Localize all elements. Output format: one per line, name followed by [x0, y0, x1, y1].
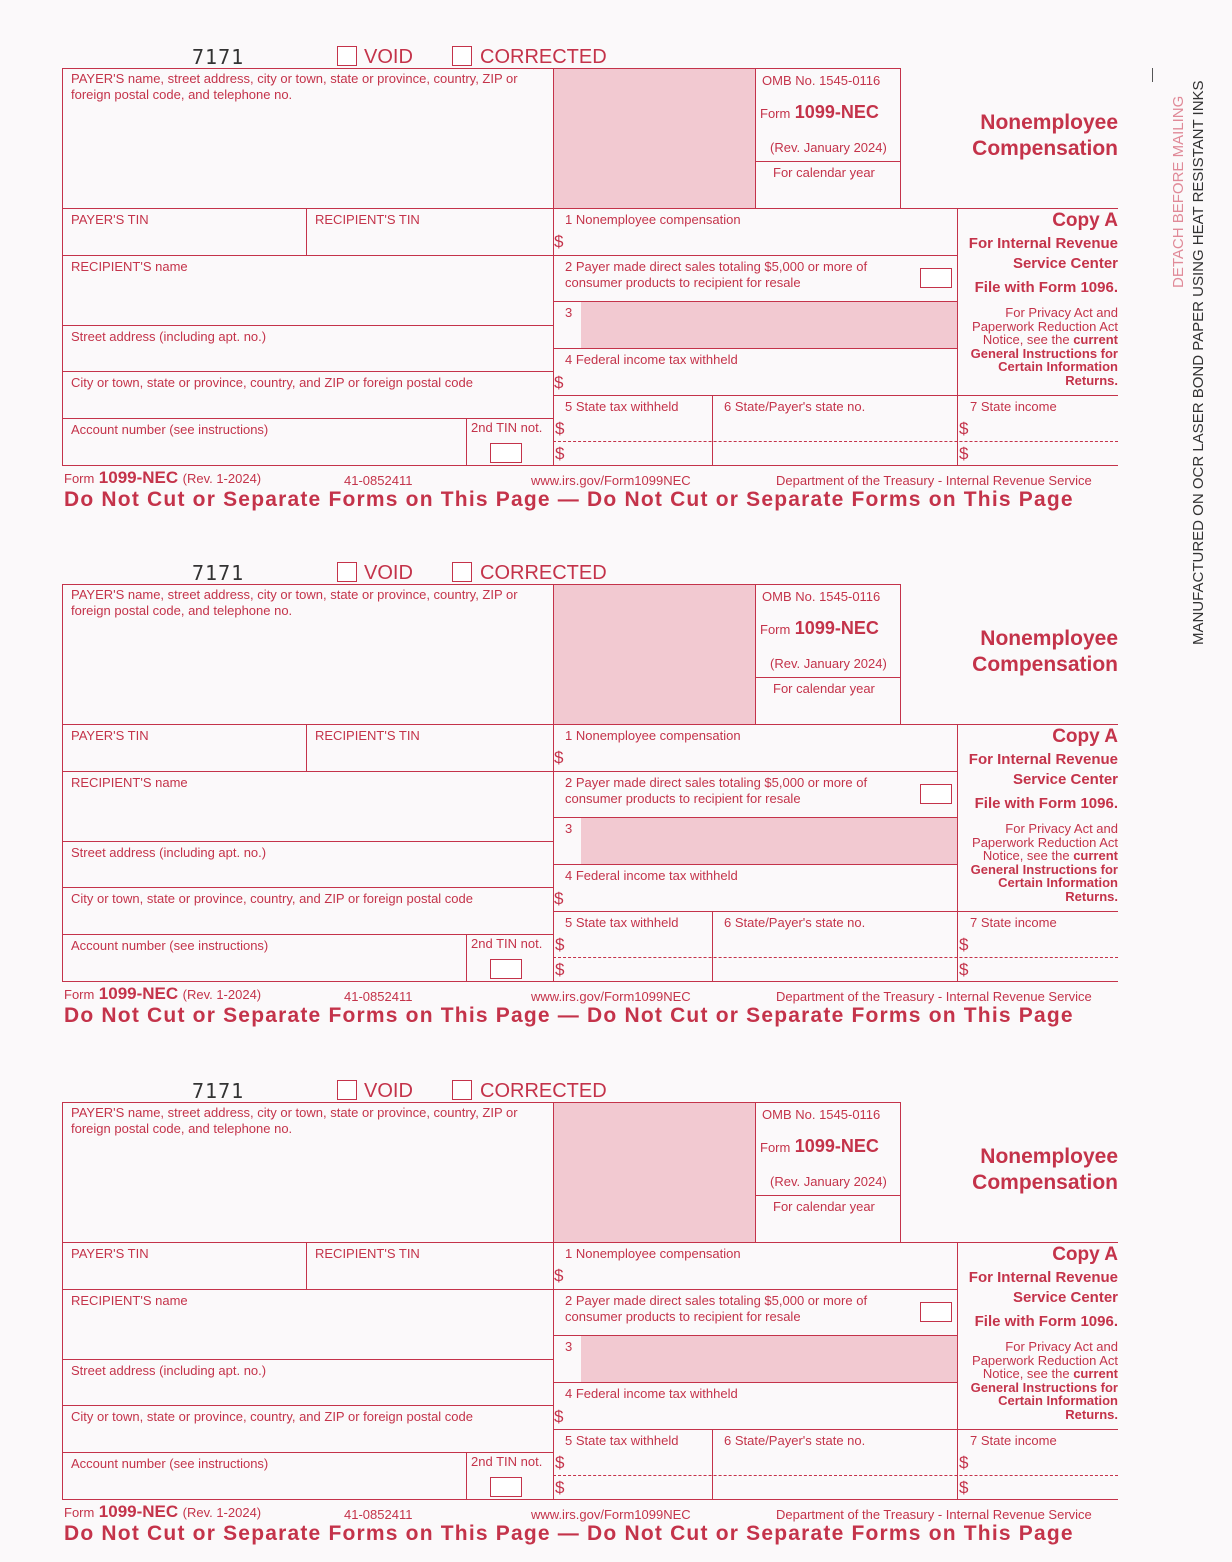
tin-not-divider: [466, 418, 467, 465]
row-box5: [553, 1429, 1118, 1430]
state-dash: [553, 1475, 1118, 1476]
box6-label: 6 State/Payer's state no.: [724, 399, 866, 414]
frame-bottom: [62, 981, 1118, 982]
box4-label: 4 Federal income tax withheld: [565, 1386, 738, 1401]
box1-dollar: $: [554, 232, 564, 251]
street-address-label: Street address (including apt. no.): [71, 329, 267, 344]
box1-label: 1 Nonemployee compensation: [565, 728, 741, 743]
do-not-cut-warning: Do Not Cut or Separate Forms on This Page — Do Not Cut or Separate Forms on This Page: [64, 1522, 1074, 1545]
street-address-label: Street address (including apt. no.): [71, 1363, 267, 1378]
row-name: [62, 1289, 553, 1290]
box3-label: 3: [565, 821, 573, 836]
frame-top: [62, 584, 900, 585]
footer-form-id: Form 1099-NEC (Rev. 1-2024): [64, 1502, 262, 1521]
box5-label: 5 State tax withheld: [565, 399, 679, 414]
state-dash: [553, 957, 1118, 958]
box2-checkbox[interactable]: [920, 784, 952, 804]
manufactured-note: MANUFACTURED ON OCR LASER BOND PAPER USING HEAT RESISTANT INKS: [1190, 80, 1207, 645]
form-title: Form 1099-NEC: [760, 102, 879, 122]
box6-label: 6 State/Payer's state no.: [724, 915, 866, 930]
form-number: 7171: [192, 1079, 245, 1103]
box7-dollar-2: $: [959, 960, 969, 979]
omb-right: [900, 1102, 901, 1242]
omb-divider: [755, 677, 900, 678]
box7-dollar-1: $: [959, 1453, 969, 1472]
omb-right: [900, 68, 901, 208]
row-box4: [553, 864, 958, 865]
corrected-label: CORRECTED: [480, 562, 607, 584]
city-label: City or town, state or province, country, and ZIP or foreign postal code: [71, 891, 473, 906]
irs-center: For Internal Revenue Service Center: [968, 235, 1118, 272]
payer-shaded-area: [553, 1102, 755, 1242]
city-label: City or town, state or province, country, and ZIP or foreign postal code: [71, 1409, 473, 1424]
account-label: Account number (see instructions): [71, 1456, 269, 1471]
tin-not-checkbox[interactable]: [490, 443, 522, 463]
footer-form-id: Form 1099-NEC (Rev. 1-2024): [64, 468, 262, 487]
revision: (Rev. January 2024): [770, 1174, 887, 1189]
tin-divider: [306, 208, 307, 255]
row-account: [62, 1452, 553, 1453]
file-with-1096: File with Form 1096.: [974, 795, 1118, 812]
row-account: [62, 418, 553, 419]
frame-bottom: [62, 465, 1118, 466]
copy-a-label: Copy A: [1052, 726, 1118, 747]
box5-dollar-2: $: [555, 1478, 565, 1497]
box1-dollar: $: [554, 748, 564, 767]
footer-department: Department of the Treasury - Internal Revenue Service: [776, 989, 1092, 1004]
payer-name-label: PAYER'S name, street address, city or town, state or province, country, ZIP or foreign postal code, and telephone no.: [71, 71, 518, 102]
row-street: [62, 325, 553, 326]
row-box2: [553, 1289, 958, 1290]
do-not-cut-warning: Do Not Cut or Separate Forms on This Page — Do Not Cut or Separate Forms on This Page: [64, 1004, 1074, 1027]
void-checkbox[interactable]: [337, 562, 357, 582]
tin-not-label: 2nd TIN not.: [471, 1454, 543, 1469]
void-label: VOID: [364, 46, 413, 68]
box2-checkbox[interactable]: [920, 268, 952, 288]
void-label: VOID: [364, 1080, 413, 1102]
calendar-year: For calendar year: [773, 165, 875, 180]
tin-not-checkbox[interactable]: [490, 959, 522, 979]
row-city: [62, 887, 553, 888]
tin-not-label: 2nd TIN not.: [471, 936, 543, 951]
row-box3: [553, 301, 958, 302]
box5-label: 5 State tax withheld: [565, 915, 679, 930]
frame-left: [62, 68, 63, 465]
box7-dollar-1: $: [959, 935, 969, 954]
omb-divider: [755, 161, 900, 162]
omb-left: [755, 1102, 756, 1242]
omb-divider: [755, 1195, 900, 1196]
box2-label: 2 Payer made direct sales totaling $5,000 or more of consumer products to recipient for resale: [565, 775, 868, 806]
footer-url: www.irs.gov/Form1099NEC: [531, 473, 691, 488]
box3-label: 3: [565, 305, 573, 320]
form-title-nonemployee: Nonemployee Compensation: [972, 1145, 1118, 1194]
box4-dollar: $: [554, 373, 564, 392]
payer-name-label: PAYER'S name, street address, city or town, state or province, country, ZIP or foreign postal code, and telephone no.: [71, 1105, 518, 1136]
box4-dollar: $: [554, 889, 564, 908]
row-tin: [62, 1242, 1118, 1243]
payer-divider: [553, 1102, 554, 1499]
box3-shaded-area: [581, 817, 957, 864]
box1-label: 1 Nonemployee compensation: [565, 212, 741, 227]
frame-top: [62, 1102, 900, 1103]
row-box4: [553, 1382, 958, 1383]
revision: (Rev. January 2024): [770, 656, 887, 671]
box5-dollar-1: $: [555, 1453, 565, 1472]
void-checkbox[interactable]: [337, 46, 357, 66]
box7-label: 7 State income: [970, 1433, 1057, 1448]
corrected-label: CORRECTED: [480, 46, 607, 68]
recipient-name-label: RECIPIENT'S name: [71, 259, 188, 274]
omb-right: [900, 584, 901, 724]
omb-number: OMB No. 1545-0116: [762, 589, 881, 604]
footer-cat-number: 41-0852411: [344, 1507, 413, 1522]
recipient-name-label: RECIPIENT'S name: [71, 1293, 188, 1308]
box5-dollar-2: $: [555, 444, 565, 463]
privacy-notice: For Privacy Act and Paperwork Reduction Act Notice, see the current General Instructions for Certain Information Returns.: [970, 1339, 1118, 1422]
form-number: 7171: [192, 561, 245, 585]
copy-a-label: Copy A: [1052, 1244, 1118, 1265]
box2-label: 2 Payer made direct sales totaling $5,000 or more of consumer products to recipient for resale: [565, 1293, 868, 1324]
box2-label: 2 Payer made direct sales totaling $5,000 or more of consumer products to recipient for resale: [565, 259, 868, 290]
footer-form-id: Form 1099-NEC (Rev. 1-2024): [64, 984, 262, 1003]
row-box2: [553, 255, 958, 256]
box5-dollar-1: $: [555, 935, 565, 954]
frame-left: [62, 1102, 63, 1499]
row-city: [62, 371, 553, 372]
box3-shaded-area: [581, 1335, 957, 1382]
payer-divider: [553, 584, 554, 981]
recipient-name-label: RECIPIENT'S name: [71, 775, 188, 790]
state-dash: [553, 441, 1118, 442]
frame-left: [62, 584, 63, 981]
recipient-tin-label: RECIPIENT'S TIN: [315, 212, 420, 227]
corrected-checkbox[interactable]: [452, 1080, 472, 1100]
omb-number: OMB No. 1545-0116: [762, 1107, 881, 1122]
footer-cat-number: 41-0852411: [344, 989, 413, 1004]
footer-url: www.irs.gov/Form1099NEC: [531, 989, 691, 1004]
revision: (Rev. January 2024): [770, 140, 887, 155]
detach-tick: [1152, 68, 1153, 82]
file-with-1096: File with Form 1096.: [974, 279, 1118, 296]
footer-department: Department of the Treasury - Internal Revenue Service: [776, 1507, 1092, 1522]
box4-label: 4 Federal income tax withheld: [565, 352, 738, 367]
box4-label: 4 Federal income tax withheld: [565, 868, 738, 883]
frame-top: [62, 68, 900, 69]
corrected-label: CORRECTED: [480, 1080, 607, 1102]
payer-tin-label: PAYER'S TIN: [71, 728, 149, 743]
privacy-notice: For Privacy Act and Paperwork Reduction Act Notice, see the current General Instructions for Certain Information Returns.: [970, 821, 1118, 904]
calendar-year: For calendar year: [773, 681, 875, 696]
tin-not-checkbox[interactable]: [490, 1477, 522, 1497]
box4-dollar: $: [554, 1407, 564, 1426]
row-box3: [553, 817, 958, 818]
box3-shaded-area: [581, 301, 957, 348]
form-title-nonemployee: Nonemployee Compensation: [972, 111, 1118, 160]
payer-tin-label: PAYER'S TIN: [71, 1246, 149, 1261]
box5-label: 5 State tax withheld: [565, 1433, 679, 1448]
form-number: 7171: [192, 45, 245, 69]
row-tin: [62, 724, 1118, 725]
row-box3: [553, 1335, 958, 1336]
detach-note: DETACH BEFORE MAILING: [1170, 95, 1187, 288]
payer-name-label: PAYER'S name, street address, city or town, state or province, country, ZIP or foreign postal code, and telephone no.: [71, 587, 518, 618]
street-address-label: Street address (including apt. no.): [71, 845, 267, 860]
box7-dollar-2: $: [959, 444, 969, 463]
irs-center: For Internal Revenue Service Center: [968, 751, 1118, 788]
calendar-year: For calendar year: [773, 1199, 875, 1214]
void-checkbox[interactable]: [337, 1080, 357, 1100]
row-box5: [553, 911, 1118, 912]
payer-shaded-area: [553, 68, 755, 208]
tin-not-divider: [466, 934, 467, 981]
row-account: [62, 934, 553, 935]
box5-divider: [712, 911, 713, 981]
footer-url: www.irs.gov/Form1099NEC: [531, 1507, 691, 1522]
row-box5: [553, 395, 1118, 396]
payer-shaded-area: [553, 584, 755, 724]
box5-divider: [712, 395, 713, 465]
tin-divider: [306, 1242, 307, 1289]
payer-divider: [553, 68, 554, 465]
form-1099-nec-copy-2: [62, 561, 1120, 1044]
box1-dollar: $: [554, 1266, 564, 1285]
box5-dollar-1: $: [555, 419, 565, 438]
row-street: [62, 841, 553, 842]
row-name: [62, 771, 553, 772]
box7-dollar-2: $: [959, 1478, 969, 1497]
do-not-cut-warning: Do Not Cut or Separate Forms on This Page — Do Not Cut or Separate Forms on This Page: [64, 488, 1074, 511]
void-label: VOID: [364, 562, 413, 584]
row-name: [62, 255, 553, 256]
file-with-1096: File with Form 1096.: [974, 1313, 1118, 1330]
form-1099-nec-copy-1: [62, 45, 1120, 528]
box7-dollar-1: $: [959, 419, 969, 438]
row-street: [62, 1359, 553, 1360]
tin-not-divider: [466, 1452, 467, 1499]
row-box2: [553, 771, 958, 772]
form-title: Form 1099-NEC: [760, 618, 879, 638]
box3-label: 3: [565, 1339, 573, 1354]
form-title: Form 1099-NEC: [760, 1136, 879, 1156]
tin-divider: [306, 724, 307, 771]
footer-cat-number: 41-0852411: [344, 473, 413, 488]
form-title-nonemployee: Nonemployee Compensation: [972, 627, 1118, 676]
privacy-notice: For Privacy Act and Paperwork Reduction Act Notice, see the current General Instructions for Certain Information Returns.: [970, 305, 1118, 388]
recipient-tin-label: RECIPIENT'S TIN: [315, 728, 420, 743]
box2-checkbox[interactable]: [920, 1302, 952, 1322]
recipient-tin-label: RECIPIENT'S TIN: [315, 1246, 420, 1261]
box7-label: 7 State income: [970, 399, 1057, 414]
box1-label: 1 Nonemployee compensation: [565, 1246, 741, 1261]
omb-left: [755, 68, 756, 208]
form-1099-nec-copy-3: [62, 1079, 1120, 1562]
city-label: City or town, state or province, country, and ZIP or foreign postal code: [71, 375, 473, 390]
omb-left: [755, 584, 756, 724]
account-label: Account number (see instructions): [71, 422, 269, 437]
corrected-checkbox[interactable]: [452, 562, 472, 582]
box5-divider: [712, 1429, 713, 1499]
corrected-checkbox[interactable]: [452, 46, 472, 66]
box7-label: 7 State income: [970, 915, 1057, 930]
copy-a-label: Copy A: [1052, 210, 1118, 231]
box5-dollar-2: $: [555, 960, 565, 979]
footer-department: Department of the Treasury - Internal Revenue Service: [776, 473, 1092, 488]
row-tin: [62, 208, 1118, 209]
box6-label: 6 State/Payer's state no.: [724, 1433, 866, 1448]
tin-not-label: 2nd TIN not.: [471, 420, 543, 435]
omb-number: OMB No. 1545-0116: [762, 73, 881, 88]
row-box4: [553, 348, 958, 349]
row-city: [62, 1405, 553, 1406]
irs-center: For Internal Revenue Service Center: [968, 1269, 1118, 1306]
account-label: Account number (see instructions): [71, 938, 269, 953]
payer-tin-label: PAYER'S TIN: [71, 212, 149, 227]
